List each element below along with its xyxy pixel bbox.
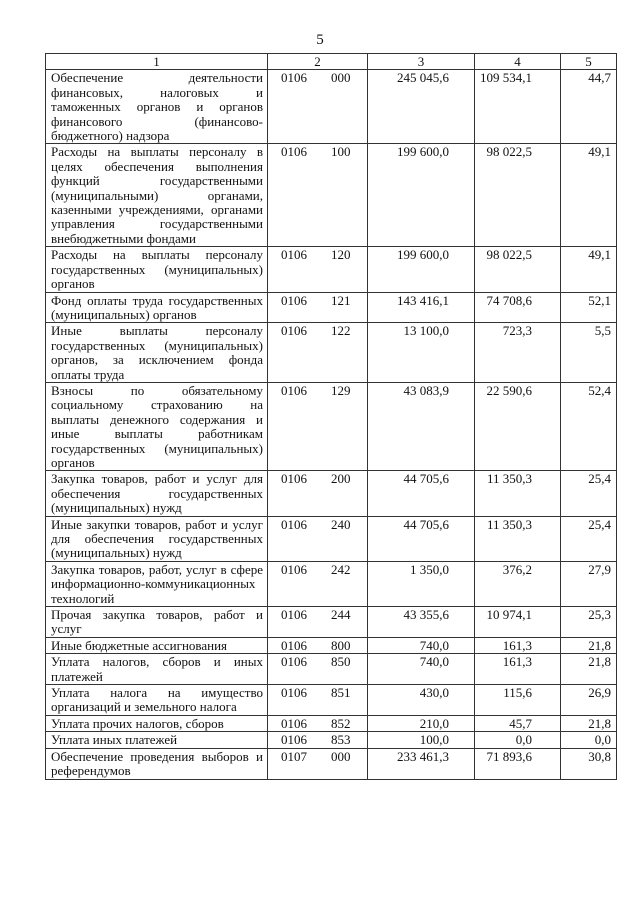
row-code [268, 637, 368, 653]
percent-value: 52,4 [561, 382, 617, 470]
row-code [268, 516, 368, 561]
row-code [268, 732, 368, 748]
percent-value: 25,3 [561, 607, 617, 638]
actual-value: 71 893,6 [475, 748, 561, 779]
subsection-code: 121 [331, 292, 351, 308]
percent-value: 27,9 [561, 561, 617, 606]
planned-value: 430,0 [368, 685, 475, 716]
planned-value: 43 083,9 [368, 382, 475, 470]
section-code: 0106 [281, 292, 307, 308]
section-code: 0106 [281, 247, 307, 263]
row-code [268, 685, 368, 716]
subsection-code: 100 [331, 144, 351, 160]
planned-value: 100,0 [368, 732, 475, 748]
row-name: Фонд оплаты труда государственных (муниципальных) органов [46, 292, 268, 323]
actual-value: 11 350,3 [475, 471, 561, 516]
row-code [268, 654, 368, 685]
section-code: 0106 [281, 561, 307, 577]
subsection-code: 242 [331, 561, 351, 577]
planned-value: 43 355,6 [368, 607, 475, 638]
row-name: Обеспечение деятельности финансовых, налоговых и таможенных органов и органов финансового (финансово-бюджетного) надзора [46, 70, 268, 144]
row-name: Расходы на выплаты персоналу государственных (муниципальных) органов [46, 247, 268, 292]
row-code [268, 247, 368, 292]
section-code: 0106 [281, 144, 307, 160]
section-code: 0106 [281, 685, 307, 701]
row-name: Взносы по обязательному социальному страхованию на выплаты денежного содержания и иные выплаты работникам государственных (муниципальных) органов [46, 382, 268, 470]
row-code [268, 292, 368, 323]
row-name: Иные бюджетные ассигнования [46, 637, 268, 653]
table-row [46, 323, 617, 383]
table-row [46, 144, 617, 247]
row-code [268, 70, 368, 144]
planned-value: 245 045,6 [368, 70, 475, 144]
actual-value: 10 974,1 [475, 607, 561, 638]
row-name: Закупка товаров, работ, услуг в сфере информационно-коммуникационных технологий [46, 561, 268, 606]
actual-value: 115,6 [475, 685, 561, 716]
row-name: Прочая закупка товаров, работ и услуг [46, 607, 268, 638]
subsection-code: 852 [331, 715, 351, 731]
table-row [46, 685, 617, 716]
subsection-code: 122 [331, 323, 351, 339]
table-row [46, 516, 617, 561]
actual-value: 11 350,3 [475, 516, 561, 561]
row-name: Уплата прочих налогов, сборов [46, 715, 268, 731]
row-name: Закупка товаров, работ и услуг для обеспечения государственных (муниципальных) нужд [46, 471, 268, 516]
table-row [46, 247, 617, 292]
actual-value: 723,3 [475, 323, 561, 383]
table-row [46, 292, 617, 323]
table-row [46, 748, 617, 779]
row-name: Иные закупки товаров, работ и услуг для обеспечения государственных (муниципальных) нужд [46, 516, 268, 561]
percent-value: 26,9 [561, 685, 617, 716]
subsection-code: 853 [331, 732, 351, 748]
actual-value: 74 708,6 [475, 292, 561, 323]
subsection-code: 129 [331, 382, 351, 398]
section-code: 0106 [281, 471, 307, 487]
percent-value: 21,8 [561, 637, 617, 653]
row-code [268, 144, 368, 247]
planned-value: 740,0 [368, 654, 475, 685]
subsection-code: 800 [331, 637, 351, 653]
row-name: Уплата иных платежей [46, 732, 268, 748]
section-code: 0106 [281, 715, 307, 731]
subsection-code: 244 [331, 607, 351, 623]
section-code: 0106 [281, 732, 307, 748]
table-row [46, 715, 617, 731]
row-name: Обеспечение проведения выборов и референдумов [46, 748, 268, 779]
row-code [268, 715, 368, 731]
table-header-row [46, 54, 617, 70]
percent-value: 30,8 [561, 748, 617, 779]
budget-table [45, 53, 617, 780]
section-code: 0107 [281, 748, 307, 764]
planned-value: 740,0 [368, 637, 475, 653]
planned-value: 199 600,0 [368, 247, 475, 292]
col-header-3: 3 [368, 54, 475, 70]
page-number: 5 [316, 32, 324, 48]
row-name: Иные выплаты персоналу государственных (муниципальных) органов, за исключением фонда оплаты труда [46, 323, 268, 383]
section-code: 0106 [281, 654, 307, 670]
subsection-code: 000 [331, 748, 351, 764]
planned-value: 233 461,3 [368, 748, 475, 779]
row-code [268, 607, 368, 638]
percent-value: 49,1 [561, 144, 617, 247]
table-row [46, 607, 617, 638]
percent-value: 49,1 [561, 247, 617, 292]
planned-value: 44 705,6 [368, 471, 475, 516]
section-code: 0106 [281, 516, 307, 532]
col-header-1: 1 [46, 54, 268, 70]
percent-value: 52,1 [561, 292, 617, 323]
percent-value: 25,4 [561, 471, 617, 516]
row-name: Уплата налогов, сборов и иных платежей [46, 654, 268, 685]
percent-value: 5,5 [561, 323, 617, 383]
planned-value: 143 416,1 [368, 292, 475, 323]
planned-value: 13 100,0 [368, 323, 475, 383]
planned-value: 44 705,6 [368, 516, 475, 561]
actual-value: 98 022,5 [475, 144, 561, 247]
row-code [268, 471, 368, 516]
percent-value: 21,8 [561, 715, 617, 731]
table-row [46, 561, 617, 606]
row-name: Уплата налога на имущество организаций и земельного налога [46, 685, 268, 716]
col-header-5: 5 [561, 54, 617, 70]
percent-value: 21,8 [561, 654, 617, 685]
col-header-4: 4 [475, 54, 561, 70]
actual-value: 161,3 [475, 637, 561, 653]
planned-value: 199 600,0 [368, 144, 475, 247]
planned-value: 210,0 [368, 715, 475, 731]
actual-value: 161,3 [475, 654, 561, 685]
table-row [46, 732, 617, 748]
table-row [46, 471, 617, 516]
planned-value: 1 350,0 [368, 561, 475, 606]
row-code [268, 561, 368, 606]
table-row [46, 382, 617, 470]
table-row [46, 654, 617, 685]
subsection-code: 240 [331, 516, 351, 532]
actual-value: 376,2 [475, 561, 561, 606]
actual-value: 22 590,6 [475, 382, 561, 470]
row-name: Расходы на выплаты персоналу в целях обеспечения выполнения функций государственными (муниципальными) органами, казенными учреждениями, органами управления государственными внебюджетными фондами [46, 144, 268, 247]
subsection-code: 200 [331, 471, 351, 487]
percent-value: 44,7 [561, 70, 617, 144]
percent-value: 25,4 [561, 516, 617, 561]
table-row [46, 637, 617, 653]
section-code: 0106 [281, 637, 307, 653]
section-code: 0106 [281, 70, 307, 86]
subsection-code: 851 [331, 685, 351, 701]
col-header-2: 2 [268, 54, 368, 70]
row-code [268, 323, 368, 383]
table-row [46, 70, 617, 144]
percent-value: 0,0 [561, 732, 617, 748]
actual-value: 98 022,5 [475, 247, 561, 292]
section-code: 0106 [281, 323, 307, 339]
actual-value: 109 534,1 [475, 70, 561, 144]
subsection-code: 850 [331, 654, 351, 670]
actual-value: 45,7 [475, 715, 561, 731]
actual-value: 0,0 [475, 732, 561, 748]
section-code: 0106 [281, 607, 307, 623]
section-code: 0106 [281, 382, 307, 398]
subsection-code: 000 [331, 70, 351, 86]
row-code [268, 382, 368, 470]
subsection-code: 120 [331, 247, 351, 263]
row-code [268, 748, 368, 779]
